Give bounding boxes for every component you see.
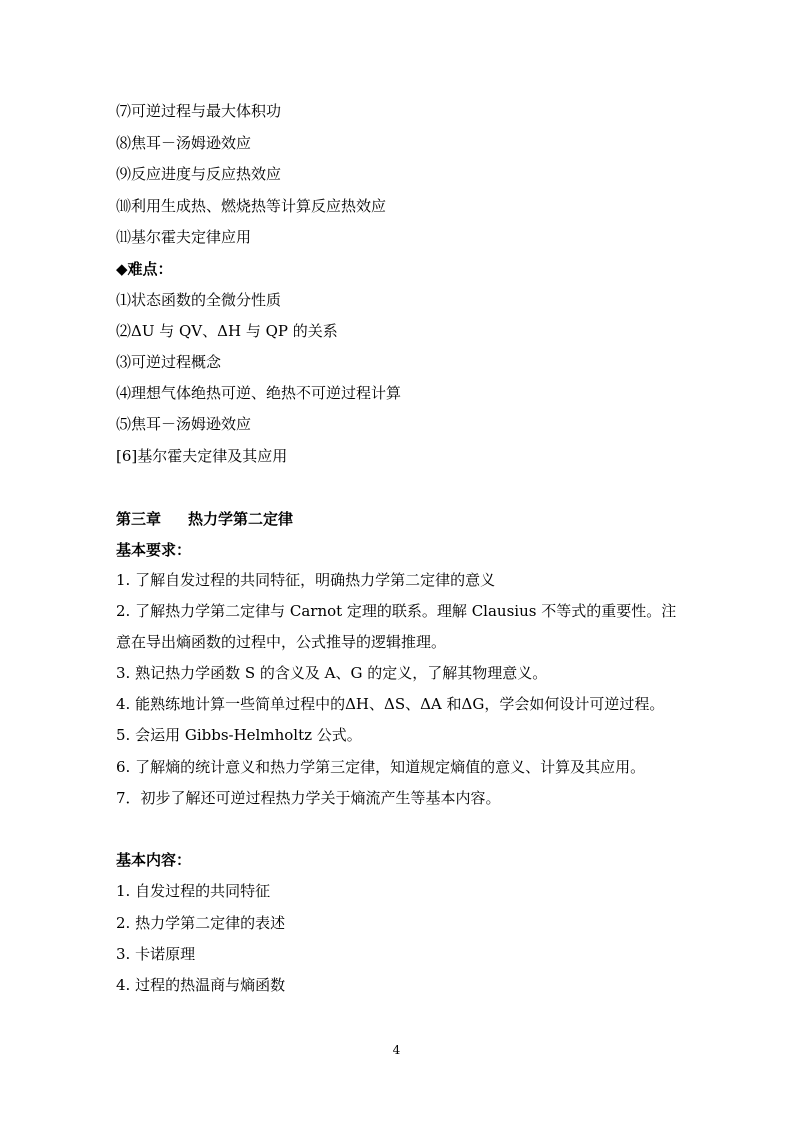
key-point-item: ⑼反应进度与反应热效应 xyxy=(116,165,282,183)
requirement-item: 4. 能熟练地计算一些简单过程中的ΔH、ΔS、ΔA 和ΔG，学会如何设计可逆过程。 xyxy=(116,695,665,713)
content-item: 1. 自发过程的共同特征 xyxy=(116,882,271,900)
key-point-item: ⑽利用生成热、燃烧热等计算反应热效应 xyxy=(116,197,387,215)
content-item: 2. 热力学第二定律的表述 xyxy=(116,914,286,932)
difficulty-item: ⑵ΔU 与 QV、ΔH 与 QP 的关系 xyxy=(116,322,338,340)
difficulty-item: [6]基尔霍夫定律及其应用 xyxy=(116,447,288,465)
requirement-item: 5. 会运用 Gibbs-Helmholtz 公式。 xyxy=(116,726,362,744)
requirement-item: 2. 了解热力学第二定律与 Carnot 定理的联系。理解 Clausius 不等式的重要性。注 xyxy=(116,602,677,620)
content-heading: 基本内容： xyxy=(116,851,192,869)
requirement-item: 6. 了解熵的统计意义和热力学第三定律，知道规定熵值的意义、计算及其应用。 xyxy=(116,758,646,776)
content-item: 3. 卡诺原理 xyxy=(116,945,196,963)
difficulty-item: ⑶可逆过程概念 xyxy=(116,353,222,371)
difficulty-item: ⑴状态函数的全微分性质 xyxy=(116,291,282,309)
chapter-label: 第三章 xyxy=(116,510,162,528)
requirement-item: 7．初步了解还可逆过程热力学关于熵流产生等基本内容。 xyxy=(116,789,501,807)
chapter-heading xyxy=(116,509,293,529)
difficulties-heading: ◆难点： xyxy=(116,260,173,278)
requirement-item: 1. 了解自发过程的共同特征，明确热力学第二定律的意义 xyxy=(116,571,496,589)
content-item: 4. 过程的热温商与熵函数 xyxy=(116,976,286,994)
difficulty-item: ⑸焦耳－汤姆逊效应 xyxy=(116,415,252,433)
requirement-item: 意在导出熵函数的过程中，公式推导的逻辑推理。 xyxy=(116,633,447,651)
requirement-item: 3. 熟记热力学函数 S 的含义及 A、G 的定义，了解其物理意义。 xyxy=(116,664,548,682)
key-point-item: ⑺可逆过程与最大体积功 xyxy=(116,102,282,120)
key-point-item: ⑻焦耳－汤姆逊效应 xyxy=(116,134,252,152)
page-number: 4 xyxy=(392,1043,401,1057)
requirements-heading: 基本要求： xyxy=(116,541,192,559)
chapter-title: 热力学第二定律 xyxy=(188,510,294,528)
difficulty-item: ⑷理想气体绝热可逆、绝热不可逆过程计算 xyxy=(116,384,402,402)
key-point-item: ⑾基尔霍夫定律应用 xyxy=(116,228,252,246)
